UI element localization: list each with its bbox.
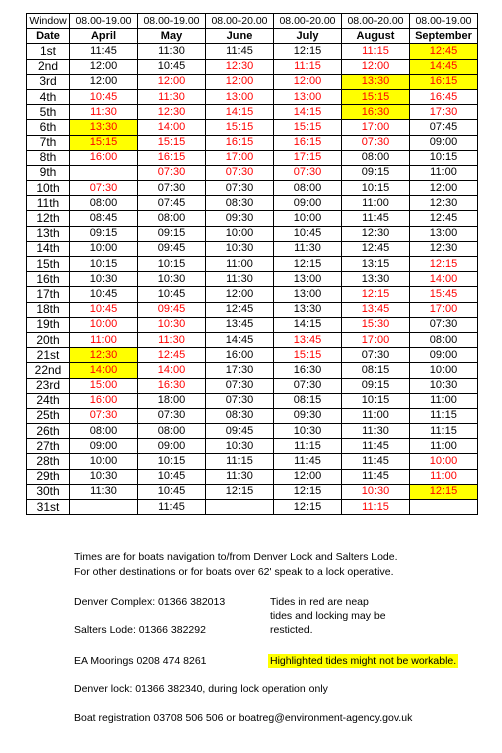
- tide-time-cell: 13:00: [206, 89, 274, 104]
- tide-time-cell: 10:00: [274, 211, 342, 226]
- tide-time-cell: 13:45: [274, 332, 342, 347]
- table-row: [27, 378, 478, 393]
- tide-time-cell: 08:00: [138, 424, 206, 439]
- month-header-row: [27, 29, 478, 44]
- date-cell: 16th: [27, 272, 70, 287]
- tide-time-cell: 11:30: [138, 44, 206, 59]
- tide-time-cell: 17:30: [410, 105, 478, 120]
- neap-note-line1: Tides in red are neap: [270, 596, 369, 608]
- tide-table-body: [27, 44, 478, 515]
- tide-time-cell: 12:45: [342, 241, 410, 256]
- window-hours: 08.00-20.00: [342, 14, 410, 29]
- tide-time-cell: 11:15: [342, 44, 410, 59]
- tide-time-cell: 13:30: [274, 302, 342, 317]
- date-cell: 3rd: [27, 74, 70, 89]
- tide-time-cell: 08:45: [70, 211, 138, 226]
- date-cell: 2nd: [27, 59, 70, 74]
- tide-time-cell: 10:15: [342, 393, 410, 408]
- ea-moorings-phone: EA Moorings 0208 474 8261: [74, 655, 207, 667]
- tide-time-cell: 12:15: [410, 484, 478, 499]
- tide-time-cell: 11:45: [342, 454, 410, 469]
- tide-time-cell: 10:00: [410, 454, 478, 469]
- tide-time-cell: 13:30: [342, 272, 410, 287]
- tide-time-cell: 13:45: [342, 302, 410, 317]
- tide-time-cell: 09:45: [138, 302, 206, 317]
- tide-time-cell: 09:15: [70, 226, 138, 241]
- table-row: [27, 74, 478, 89]
- tide-time-cell: 14:15: [274, 105, 342, 120]
- date-cell: 1st: [27, 44, 70, 59]
- tide-time-cell: 07:30: [138, 408, 206, 423]
- tide-time-cell: 11:15: [410, 424, 478, 439]
- tide-time-cell: 16:15: [410, 74, 478, 89]
- tide-time-cell: 10:30: [410, 378, 478, 393]
- tide-time-cell: 10:15: [342, 181, 410, 196]
- tide-time-cell: 18:00: [138, 393, 206, 408]
- date-cell: 31st: [27, 500, 70, 515]
- tide-time-cell: 11:00: [410, 393, 478, 408]
- table-row: [27, 332, 478, 347]
- tide-time-cell: 07:30: [206, 378, 274, 393]
- tide-time-cell: 10:15: [410, 150, 478, 165]
- tide-time-cell: 12:30: [410, 241, 478, 256]
- date-cell: 30th: [27, 484, 70, 499]
- tide-time-cell: 08:30: [206, 408, 274, 423]
- table-row: [27, 393, 478, 408]
- tide-time-cell: 11:15: [274, 59, 342, 74]
- tide-time-cell: 17:00: [410, 302, 478, 317]
- tide-time-cell: 08:00: [70, 424, 138, 439]
- tide-time-cell: 09:30: [206, 211, 274, 226]
- window-hours: 08.00-19.00: [410, 14, 478, 29]
- table-row: [27, 439, 478, 454]
- tide-time-cell: 10:00: [70, 454, 138, 469]
- window-hours: 08.00-20.00: [206, 14, 274, 29]
- date-cell: 28th: [27, 454, 70, 469]
- date-cell: 7th: [27, 135, 70, 150]
- tide-time-cell: 08:00: [138, 211, 206, 226]
- tide-time-cell: 08:00: [274, 181, 342, 196]
- tide-time-cell: 16:45: [410, 89, 478, 104]
- tide-time-cell: 08:15: [274, 393, 342, 408]
- tide-time-cell: 12:30: [70, 348, 138, 363]
- tide-time-cell: 13:30: [70, 120, 138, 135]
- tide-time-cell: 12:30: [138, 105, 206, 120]
- tide-time-cell: 11:30: [274, 241, 342, 256]
- tide-time-cell: 07:30: [206, 393, 274, 408]
- tide-time-cell: 11:45: [342, 439, 410, 454]
- tide-time-cell: [206, 500, 274, 515]
- highlight-note-text: Highlighted tides might not be workable.: [270, 655, 457, 667]
- tide-time-cell: 07:45: [410, 120, 478, 135]
- denver-complex-phone: Denver Complex: 01366 382013: [74, 596, 226, 608]
- tide-time-cell: 11:00: [342, 408, 410, 423]
- window-hours: 08.00-20.00: [274, 14, 342, 29]
- tide-time-cell: 10:15: [138, 454, 206, 469]
- date-cell: 11th: [27, 196, 70, 211]
- denver-lock-phone: Denver lock: 01366 382340, during lock operation only: [74, 683, 328, 695]
- window-hours: 08.00-19.00: [138, 14, 206, 29]
- tide-time-cell: 09:45: [138, 241, 206, 256]
- tide-time-cell: 12:00: [206, 74, 274, 89]
- table-row: [27, 257, 478, 272]
- tide-time-cell: 11:30: [206, 469, 274, 484]
- tide-time-cell: 12:15: [206, 484, 274, 499]
- tide-time-cell: 14:00: [138, 363, 206, 378]
- tide-time-cell: 12:15: [410, 257, 478, 272]
- tide-time-cell: 11:45: [206, 44, 274, 59]
- tide-time-cell: 10:30: [274, 424, 342, 439]
- tide-time-cell: 07:30: [206, 165, 274, 180]
- date-cell: 12th: [27, 211, 70, 226]
- tide-time-cell: [70, 165, 138, 180]
- table-row: [27, 469, 478, 484]
- table-row: [27, 135, 478, 150]
- tide-time-cell: 09:00: [274, 196, 342, 211]
- tide-time-cell: 10:45: [70, 302, 138, 317]
- date-cell: 17th: [27, 287, 70, 302]
- tide-time-cell: 07:30: [410, 317, 478, 332]
- tide-time-cell: 09:00: [138, 439, 206, 454]
- month-header-may: May: [138, 29, 206, 44]
- date-cell: 18th: [27, 302, 70, 317]
- tide-time-cell: 15:15: [342, 89, 410, 104]
- tide-time-cell: 11:00: [410, 469, 478, 484]
- tide-time-cell: 12:00: [342, 59, 410, 74]
- tide-time-cell: 12:00: [274, 74, 342, 89]
- tide-time-cell: 10:45: [138, 469, 206, 484]
- table-row: [27, 408, 478, 423]
- tide-time-cell: 12:30: [342, 226, 410, 241]
- tide-time-cell: 11:30: [206, 272, 274, 287]
- tide-time-cell: 11:00: [410, 165, 478, 180]
- table-row: [27, 150, 478, 165]
- tide-time-cell: 17:00: [206, 150, 274, 165]
- tide-time-cell: 07:45: [138, 196, 206, 211]
- tide-time-cell: 07:30: [70, 408, 138, 423]
- date-cell: 20th: [27, 332, 70, 347]
- tide-time-cell: 16:00: [70, 150, 138, 165]
- tide-time-cell: [410, 500, 478, 515]
- date-cell: 29th: [27, 469, 70, 484]
- date-cell: 25th: [27, 408, 70, 423]
- month-header-april: April: [70, 29, 138, 44]
- date-cell: 6th: [27, 120, 70, 135]
- tide-time-cell: 07:30: [342, 135, 410, 150]
- tide-time-cell: 10:45: [274, 226, 342, 241]
- tide-time-cell: 13:00: [274, 89, 342, 104]
- date-cell: 19th: [27, 317, 70, 332]
- table-row: [27, 272, 478, 287]
- tide-time-cell: 15:15: [274, 348, 342, 363]
- table-row: [27, 59, 478, 74]
- date-cell: 9th: [27, 165, 70, 180]
- tide-time-cell: 12:00: [206, 287, 274, 302]
- tide-time-cell: 16:15: [206, 135, 274, 150]
- date-cell: 8th: [27, 150, 70, 165]
- month-header-august: August: [342, 29, 410, 44]
- tide-time-cell: 12:45: [138, 348, 206, 363]
- tide-time-cell: 11:15: [274, 439, 342, 454]
- date-cell: 4th: [27, 89, 70, 104]
- tide-time-cell: 12:00: [70, 74, 138, 89]
- tide-time-cell: 12:00: [70, 59, 138, 74]
- tide-time-cell: 09:30: [274, 408, 342, 423]
- tide-time-cell: 11:45: [342, 211, 410, 226]
- tide-time-cell: 16:15: [138, 150, 206, 165]
- date-column-header: Date: [27, 29, 70, 44]
- tide-time-cell: 08:00: [70, 196, 138, 211]
- tide-time-cell: 10:30: [206, 241, 274, 256]
- date-cell: 26th: [27, 424, 70, 439]
- tide-time-cell: 12:15: [274, 257, 342, 272]
- tide-time-cell: 11:45: [138, 500, 206, 515]
- tide-time-cell: 13:45: [206, 317, 274, 332]
- tide-time-cell: 13:30: [342, 74, 410, 89]
- tide-time-cell: 12:15: [274, 484, 342, 499]
- tide-time-cell: 16:30: [274, 363, 342, 378]
- tide-time-cell: 15:45: [410, 287, 478, 302]
- table-row: [27, 348, 478, 363]
- tide-time-cell: 10:45: [138, 484, 206, 499]
- tide-time-cell: 12:45: [206, 302, 274, 317]
- tide-time-cell: 08:30: [206, 196, 274, 211]
- tide-time-cell: 10:30: [138, 317, 206, 332]
- tide-time-cell: 15:15: [138, 135, 206, 150]
- tide-time-cell: 13:00: [274, 287, 342, 302]
- table-row: [27, 500, 478, 515]
- tide-time-cell: 10:30: [342, 484, 410, 499]
- table-row: [27, 454, 478, 469]
- neap-note-line3: resticted.: [270, 624, 313, 636]
- tide-time-cell: 17:00: [342, 120, 410, 135]
- tide-time-cell: 10:45: [70, 287, 138, 302]
- table-row: [27, 226, 478, 241]
- tide-time-cell: 15:00: [70, 378, 138, 393]
- tide-time-cell: 14:45: [206, 332, 274, 347]
- tide-time-cell: 12:30: [410, 196, 478, 211]
- table-row: [27, 241, 478, 256]
- tide-time-cell: 09:45: [206, 424, 274, 439]
- date-cell: 13th: [27, 226, 70, 241]
- note-destinations: For other destinations or for boats over 62' speak to a lock operative.: [74, 566, 394, 578]
- tide-time-cell: 11:15: [410, 408, 478, 423]
- tide-time-cell: 15:30: [342, 317, 410, 332]
- month-header-july: July: [274, 29, 342, 44]
- date-cell: 21st: [27, 348, 70, 363]
- tide-time-cell: 11:00: [410, 439, 478, 454]
- tide-time-cell: 14:15: [274, 317, 342, 332]
- tide-time-cell: 08:00: [410, 332, 478, 347]
- tide-time-cell: 16:30: [138, 378, 206, 393]
- table-row: [27, 287, 478, 302]
- tide-time-cell: 07:30: [206, 181, 274, 196]
- tide-time-cell: 09:15: [138, 226, 206, 241]
- month-header-september: September: [410, 29, 478, 44]
- tide-time-cell: 11:45: [274, 454, 342, 469]
- window-hours: 08.00-19.00: [70, 14, 138, 29]
- tide-time-cell: 11:30: [342, 424, 410, 439]
- month-header-june: June: [206, 29, 274, 44]
- tide-time-cell: 08:00: [342, 150, 410, 165]
- window-row: [27, 14, 478, 29]
- table-row: [27, 484, 478, 499]
- tide-time-cell: 15:15: [70, 135, 138, 150]
- tide-time-cell: 07:30: [138, 181, 206, 196]
- tide-time-cell: 09:15: [342, 165, 410, 180]
- tide-time-cell: 17:15: [274, 150, 342, 165]
- tide-time-cell: 13:15: [342, 257, 410, 272]
- tide-time-cell: 14:00: [138, 120, 206, 135]
- tide-times-table: [26, 13, 478, 515]
- tide-time-cell: 09:00: [410, 348, 478, 363]
- tide-time-cell: 10:00: [206, 226, 274, 241]
- tide-time-cell: 07:30: [274, 378, 342, 393]
- tide-time-cell: 16:00: [206, 348, 274, 363]
- date-cell: 27th: [27, 439, 70, 454]
- table-row: [27, 89, 478, 104]
- date-cell: 23rd: [27, 378, 70, 393]
- window-label: Window: [27, 14, 70, 29]
- tide-time-cell: 12:30: [206, 59, 274, 74]
- tide-time-cell: 09:00: [70, 439, 138, 454]
- tide-time-cell: 10:45: [138, 59, 206, 74]
- tide-time-cell: 11:30: [138, 89, 206, 104]
- date-cell: 15th: [27, 257, 70, 272]
- neap-note-line2: tides and locking may be: [270, 610, 386, 622]
- tide-time-cell: 14:45: [410, 59, 478, 74]
- tide-time-cell: 12:00: [138, 74, 206, 89]
- tide-time-cell: 13:00: [274, 272, 342, 287]
- tide-time-cell: 10:45: [70, 89, 138, 104]
- tide-time-cell: 07:30: [342, 348, 410, 363]
- tide-time-cell: 09:00: [410, 135, 478, 150]
- tide-time-cell: 12:45: [410, 44, 478, 59]
- tide-time-cell: 10:15: [138, 257, 206, 272]
- tide-time-cell: 16:15: [274, 135, 342, 150]
- date-cell: 5th: [27, 105, 70, 120]
- note-navigation: Times are for boats navigation to/from Denver Lock and Salters Lode.: [74, 551, 398, 563]
- tide-time-cell: 11:45: [342, 469, 410, 484]
- tide-time-cell: 11:30: [138, 332, 206, 347]
- date-cell: 10th: [27, 181, 70, 196]
- highlight-note: [268, 655, 458, 668]
- table-row: [27, 317, 478, 332]
- table-row: [27, 44, 478, 59]
- tide-time-cell: 10:00: [410, 363, 478, 378]
- tide-time-cell: 17:00: [342, 332, 410, 347]
- tide-time-cell: 12:45: [410, 211, 478, 226]
- date-cell: 14th: [27, 241, 70, 256]
- tide-time-cell: 14:15: [206, 105, 274, 120]
- tide-time-cell: 12:00: [274, 469, 342, 484]
- tide-time-cell: 15:15: [206, 120, 274, 135]
- tide-time-cell: 07:30: [138, 165, 206, 180]
- date-cell: 24th: [27, 393, 70, 408]
- tide-time-cell: 08:15: [342, 363, 410, 378]
- tide-time-cell: 10:15: [70, 257, 138, 272]
- tide-time-cell: 07:30: [274, 165, 342, 180]
- tide-time-cell: 10:30: [138, 272, 206, 287]
- tide-time-cell: 15:15: [274, 120, 342, 135]
- tide-time-cell: 10:30: [206, 439, 274, 454]
- tide-time-cell: 07:30: [70, 181, 138, 196]
- tide-time-cell: 11:15: [206, 454, 274, 469]
- table-row: [27, 302, 478, 317]
- tide-time-cell: 16:00: [70, 393, 138, 408]
- tide-time-cell: 12:00: [410, 181, 478, 196]
- tide-time-cell: 16:30: [342, 105, 410, 120]
- table-row: [27, 181, 478, 196]
- tide-time-cell: 13:00: [410, 226, 478, 241]
- boat-registration-contact: Boat registration 03708 506 506 or boatreg@environment-agency.gov.uk: [74, 712, 413, 724]
- tide-time-cell: 11:00: [342, 196, 410, 211]
- table-row: [27, 363, 478, 378]
- tide-time-cell: 11:15: [342, 500, 410, 515]
- tide-time-cell: 10:00: [70, 317, 138, 332]
- tide-time-cell: 12:15: [274, 500, 342, 515]
- tide-time-cell: 10:00: [70, 241, 138, 256]
- table-row: [27, 105, 478, 120]
- tide-time-cell: 11:00: [70, 332, 138, 347]
- date-cell: 22nd: [27, 363, 70, 378]
- tide-time-cell: 11:30: [70, 105, 138, 120]
- tide-time-cell: 09:15: [342, 378, 410, 393]
- tide-time-cell: 10:30: [70, 272, 138, 287]
- tide-time-cell: 12:15: [342, 287, 410, 302]
- tide-time-cell: 14:00: [410, 272, 478, 287]
- tide-time-cell: [70, 500, 138, 515]
- tide-time-cell: 11:30: [70, 484, 138, 499]
- table-row: [27, 211, 478, 226]
- table-row: [27, 424, 478, 439]
- tide-time-cell: 14:00: [70, 363, 138, 378]
- tide-time-cell: 17:30: [206, 363, 274, 378]
- tide-time-cell: 10:30: [70, 469, 138, 484]
- table-row: [27, 165, 478, 180]
- tide-time-cell: 11:45: [70, 44, 138, 59]
- tide-time-cell: 11:00: [206, 257, 274, 272]
- table-row: [27, 196, 478, 211]
- tide-time-cell: 10:45: [138, 287, 206, 302]
- table-row: [27, 120, 478, 135]
- tide-time-cell: 12:15: [274, 44, 342, 59]
- salters-lode-phone: Salters Lode: 01366 382292: [74, 624, 206, 636]
